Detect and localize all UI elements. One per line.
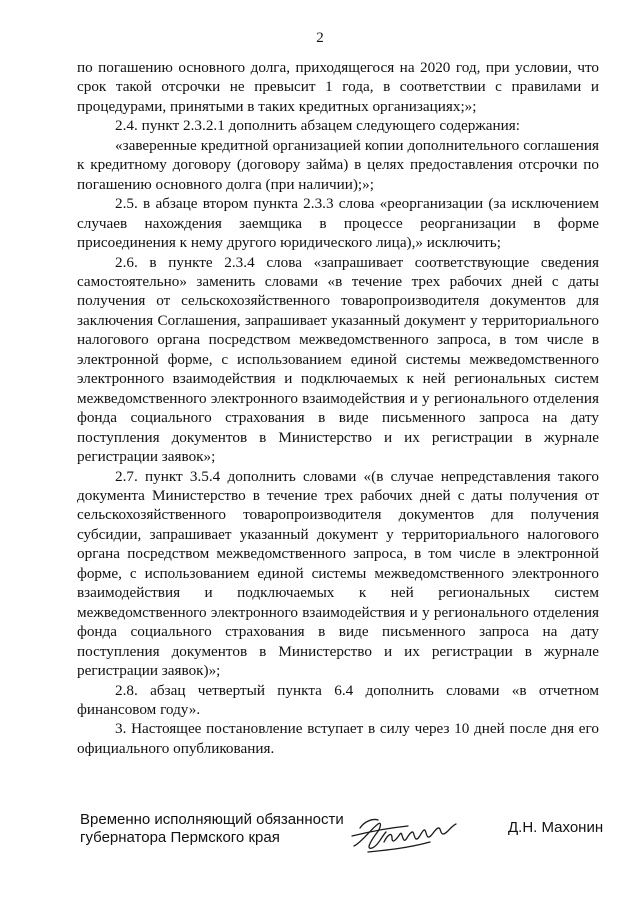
paragraph-continuation: по погашению основного долга, приходящегося на 2020 год, при условии, что срок такой отсрочки не превысит 1 года, в соответствии с правилами и процедурами, принятыми в таких кредитных организациях;»; [77, 59, 599, 115]
document-body [77, 58, 599, 758]
signatory-title-line-1: Временно исполняющий обязанности [80, 811, 344, 828]
page-number: 2 [316, 30, 324, 46]
signatory-name: Д.Н. Махонин [508, 819, 604, 836]
signatory-title-line-2: губернатора Пермского края [80, 828, 280, 846]
signatory-title [80, 811, 344, 846]
paragraph-2-8: 2.8. абзац четвертый пункта 6.4 дополнить словами «в отчетном финансовом году». [77, 681, 599, 718]
paragraph-2-7: 2.7. пункт 3.5.4 дополнить словами «(в случае непредставления такого документа Министерство в течение трех рабочих дней с даты получения от сельскохозяйственного товаропроизводителя документов для получения субсидии, запрашивает указанный документ у территориального налогового органа посредством межведомственного запроса, в том числе в электронной форме, с использованием единой системы межведомственного электронного взаимодействия и подключаемых к ней региональных систем межведомственного электронного взаимодействия и у регионального отделения фонда социального страхования в виде письменного запроса на дату поступления документов в Министерство и их регистрации в журнале регистрации заявок)»; [77, 467, 599, 680]
paragraph-2-5: 2.5. в абзаце втором пункта 2.3.3 слова «реорганизации (за исключением случаев нахождения заемщика в процессе реорганизации в форме присоединения к нему другого юридического лица),» исключить; [77, 195, 599, 252]
handwritten-signature [348, 812, 460, 858]
paragraph-3: 3. Настоящее постановление вступает в силу через 10 дней после дня его официального опубликования. [77, 720, 599, 757]
paragraph-2-4-quote: «заверенные кредитной организацией копии дополнительного соглашения к кредитному договору (договору займа) в целях предоставления отсрочки по погашению основного долга (при наличии);»; [77, 136, 599, 193]
paragraph-2-6: 2.6. в пункте 2.3.4 слова «запрашивает соответствующие сведения самостоятельно» заменить словами «в течение трех рабочих дней с даты получения от сельскохозяйственного товаропроизводителя документов для заключения Соглашения, запрашивает указанный документ у территориального налогового органа посредством межведомственного запроса, в том числе в электронной форме, с использованием единой системы межведомственного электронного взаимодействия и подключаемых к ней региональных систем межведомственного электронного взаимодействия и у регионального отделения фонда социального страхования в виде письменного запроса на дату поступления документов в Министерство и их регистрации в журнале регистрации заявок»; [77, 253, 599, 466]
paragraph-2-4: 2.4. пункт 2.3.2.1 дополнить абзацем следующего содержания: [115, 117, 520, 135]
